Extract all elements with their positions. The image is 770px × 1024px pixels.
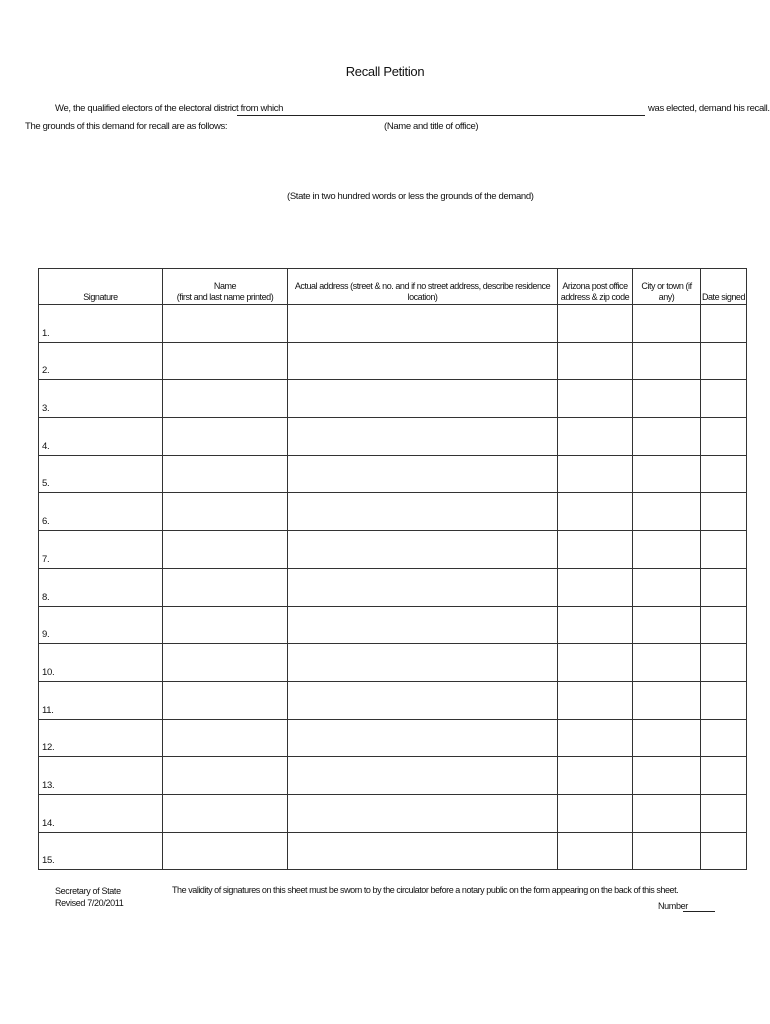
address-cell[interactable]: [288, 531, 558, 569]
row-number: 13.: [42, 779, 55, 791]
footer-revised: Revised 7/20/2011: [55, 898, 124, 908]
date-cell[interactable]: [701, 418, 747, 456]
footer-agency-block: [55, 885, 123, 909]
zip-cell[interactable]: [558, 531, 633, 569]
signature-cell[interactable]: [39, 794, 163, 832]
name-cell[interactable]: [163, 342, 288, 380]
signature-cell[interactable]: [39, 305, 163, 343]
signature-cell[interactable]: [39, 568, 163, 606]
name-cell[interactable]: [163, 455, 288, 493]
row-number: 5.: [42, 478, 50, 490]
table-row: [39, 606, 747, 644]
address-cell[interactable]: [288, 681, 558, 719]
row-number: 3.: [42, 403, 50, 415]
header-city: City or town (if any): [633, 269, 701, 305]
row-number: 7.: [42, 553, 50, 565]
city-cell[interactable]: [633, 681, 701, 719]
zip-cell[interactable]: [558, 606, 633, 644]
signature-cell[interactable]: [39, 342, 163, 380]
zip-cell[interactable]: [558, 681, 633, 719]
office-name-blank[interactable]: [237, 115, 645, 116]
city-cell[interactable]: [633, 418, 701, 456]
date-cell[interactable]: [701, 455, 747, 493]
table-row: [39, 568, 747, 606]
signature-table: [38, 268, 747, 870]
name-cell[interactable]: [163, 832, 288, 870]
table-row: [39, 681, 747, 719]
intro-lead-text: We, the qualified electors of the electoral district from which: [55, 103, 284, 114]
city-cell[interactable]: [633, 531, 701, 569]
date-cell[interactable]: [701, 305, 747, 343]
name-cell[interactable]: [163, 606, 288, 644]
zip-cell[interactable]: [558, 342, 633, 380]
row-number: 6.: [42, 516, 50, 528]
office-caption: (Name and title of office): [384, 121, 479, 132]
city-cell[interactable]: [633, 757, 701, 795]
row-number: 14.: [42, 817, 55, 829]
date-cell[interactable]: [701, 380, 747, 418]
zip-cell[interactable]: [558, 568, 633, 606]
row-number: 1.: [42, 327, 50, 339]
row-number: 4.: [42, 440, 50, 452]
header-zip: Arizona post office address & zip code: [558, 269, 633, 305]
city-cell[interactable]: [633, 568, 701, 606]
signature-cell[interactable]: [39, 681, 163, 719]
address-cell[interactable]: [288, 342, 558, 380]
signature-cell[interactable]: [39, 606, 163, 644]
date-cell[interactable]: [701, 568, 747, 606]
header-signature: Signature: [39, 269, 163, 305]
name-cell[interactable]: [163, 380, 288, 418]
city-cell[interactable]: [633, 342, 701, 380]
zip-cell[interactable]: [558, 455, 633, 493]
city-cell[interactable]: [633, 493, 701, 531]
signature-cell[interactable]: [39, 531, 163, 569]
address-cell[interactable]: [288, 418, 558, 456]
footer-agency: Secretary of State: [55, 886, 121, 896]
zip-cell[interactable]: [558, 719, 633, 757]
zip-cell[interactable]: [558, 757, 633, 795]
name-cell[interactable]: [163, 305, 288, 343]
name-cell[interactable]: [163, 418, 288, 456]
name-cell[interactable]: [163, 531, 288, 569]
address-cell[interactable]: [288, 644, 558, 682]
table-row: [39, 832, 747, 870]
name-cell[interactable]: [163, 681, 288, 719]
address-cell[interactable]: [288, 568, 558, 606]
city-cell[interactable]: [633, 305, 701, 343]
table-row: [39, 493, 747, 531]
row-number: 11.: [42, 704, 54, 716]
date-cell[interactable]: [701, 719, 747, 757]
name-cell[interactable]: [163, 794, 288, 832]
address-cell[interactable]: [288, 757, 558, 795]
zip-cell[interactable]: [558, 832, 633, 870]
name-cell[interactable]: [163, 568, 288, 606]
city-cell[interactable]: [633, 719, 701, 757]
signature-cell[interactable]: [39, 832, 163, 870]
table-row: [39, 342, 747, 380]
address-cell[interactable]: [288, 380, 558, 418]
address-cell[interactable]: [288, 606, 558, 644]
footer-number-label: Number: [658, 901, 688, 911]
zip-cell[interactable]: [558, 305, 633, 343]
city-cell[interactable]: [633, 455, 701, 493]
grounds-caption: (State in two hundred words or less the grounds of the demand): [287, 191, 534, 202]
address-cell[interactable]: [288, 455, 558, 493]
header-address: Actual address (street & no. and if no street address, describe residence location): [288, 269, 558, 305]
table-header-row: [39, 269, 747, 305]
address-cell[interactable]: [288, 794, 558, 832]
table-row: [39, 644, 747, 682]
signature-cell[interactable]: [39, 644, 163, 682]
city-cell[interactable]: [633, 644, 701, 682]
table-row: [39, 418, 747, 456]
table-row: [39, 719, 747, 757]
table-row: [39, 305, 747, 343]
signature-cell[interactable]: [39, 418, 163, 456]
table-row: [39, 531, 747, 569]
name-cell[interactable]: [163, 493, 288, 531]
date-cell[interactable]: [701, 531, 747, 569]
signature-cell[interactable]: [39, 380, 163, 418]
signature-cell[interactable]: [39, 455, 163, 493]
signature-cell[interactable]: [39, 493, 163, 531]
table-row: [39, 455, 747, 493]
date-cell[interactable]: [701, 606, 747, 644]
signature-cell[interactable]: [39, 719, 163, 757]
city-cell[interactable]: [633, 794, 701, 832]
name-cell[interactable]: [163, 757, 288, 795]
name-cell[interactable]: [163, 719, 288, 757]
zip-cell[interactable]: [558, 644, 633, 682]
date-cell[interactable]: [701, 493, 747, 531]
signature-cell[interactable]: [39, 757, 163, 795]
date-cell[interactable]: [701, 681, 747, 719]
row-number: 2.: [42, 365, 50, 377]
row-number: 9.: [42, 629, 50, 641]
zip-cell[interactable]: [558, 418, 633, 456]
date-cell[interactable]: [701, 644, 747, 682]
page-title: Recall Petition: [345, 64, 425, 79]
intro-trail-text: was elected, demand his recall.: [648, 103, 770, 114]
date-cell[interactable]: [701, 832, 747, 870]
row-number: 12.: [42, 742, 55, 754]
city-cell[interactable]: [633, 832, 701, 870]
date-cell[interactable]: [701, 757, 747, 795]
date-cell[interactable]: [701, 342, 747, 380]
number-blank[interactable]: [683, 911, 715, 912]
footer-validity-note: The validity of signatures on this sheet must be sworn to by the circulator before a notary public on the form appearing on the back of this sheet.: [172, 885, 679, 895]
header-name: Name (first and last name printed): [163, 269, 288, 305]
zip-cell[interactable]: [558, 493, 633, 531]
row-number: 10.: [42, 666, 55, 678]
date-cell[interactable]: [701, 794, 747, 832]
table-row: [39, 794, 747, 832]
zip-cell[interactable]: [558, 380, 633, 418]
name-cell[interactable]: [163, 644, 288, 682]
address-cell[interactable]: [288, 832, 558, 870]
grounds-label: The grounds of this demand for recall are as follows:: [25, 121, 228, 132]
address-cell[interactable]: [288, 305, 558, 343]
header-date: Date signed: [701, 269, 747, 305]
address-cell[interactable]: [288, 493, 558, 531]
table-row: [39, 380, 747, 418]
address-cell[interactable]: [288, 719, 558, 757]
zip-cell[interactable]: [558, 794, 633, 832]
row-number: 15.: [42, 855, 55, 867]
row-number: 8.: [42, 591, 50, 603]
table-row: [39, 757, 747, 795]
city-cell[interactable]: [633, 606, 701, 644]
city-cell[interactable]: [633, 380, 701, 418]
